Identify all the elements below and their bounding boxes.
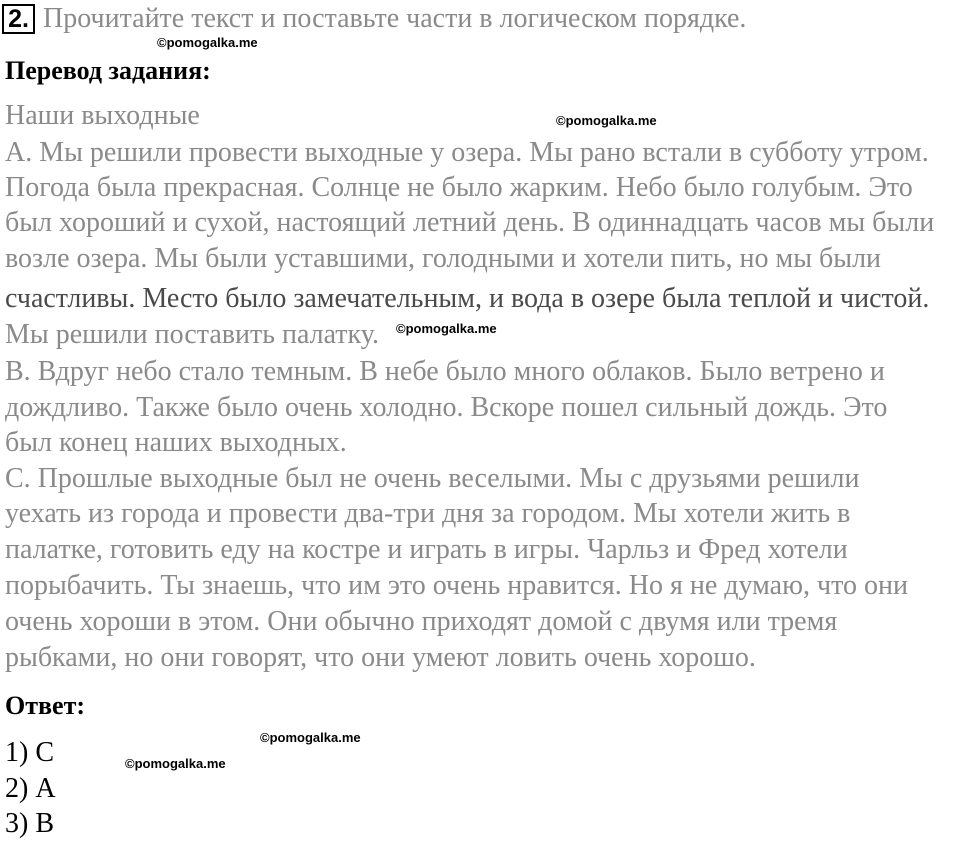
paragraph-b-line: В. Вдруг небо стало темным. В небе было много облаков. Было ветрено и [5,356,885,387]
paragraph-a-line: был хороший и сухой, настоящий летний день. В одиннадцать часов мы были [5,207,935,238]
paragraph-a-line: Мы решили поставить палатку. [5,319,379,350]
paragraph-c-line: уехать из города и провести два-три дня за городом. Мы хотели жить в [5,498,851,529]
answer-item: 3) В [5,808,54,839]
paragraph-c-line: палатке, готовить еду на костре и играть в игры. Чарльз и Фред хотели [5,534,848,565]
watermark: ©pomogalka.me [260,730,361,745]
watermark: ©pomogalka.me [125,756,226,771]
task-instruction: Прочитайте текст и поставьте части в логическом порядке. [43,3,747,34]
answer-item: 1) С [5,737,54,768]
paragraph-b-line: дождливо. Также было очень холодно. Вскоре пошел сильный дождь. Это [5,392,888,423]
answer-heading: Ответ: [5,691,86,720]
watermark: ©pomogalka.me [556,113,657,128]
paragraph-a-line: возле озера. Мы были уставшими, голодными и хотели пить, но мы были [5,243,882,274]
paragraph-a-line: А. Мы решили провести выходные у озера. Мы рано встали в субботу утром. [5,137,929,168]
paragraph-c-line: С. Прошлые выходные был не очень веселыми. Мы с друзьями решили [5,463,860,494]
watermark: ©pomogalka.me [396,321,497,336]
paragraph-a-line: Погода была прекрасная. Солнце не было жарким. Небо было голубым. Это [5,172,913,203]
paragraph-c-line: рыбками, но они говорят, что они умеют ловить очень хорошо. [5,642,756,673]
paragraph-b-line: был конец наших выходных. [5,427,347,458]
text-title: Наши выходные [5,100,200,131]
paragraph-a-line: счастливы. Место было замечательным, и вода в озере была теплой и чистой. [5,283,930,314]
watermark: ©pomogalka.me [157,35,258,50]
answer-item: 2) А [5,773,56,804]
paragraph-c-line: очень хороши в этом. Они обычно приходят домой с двумя или тремя [5,606,838,637]
translation-heading: Перевод задания: [5,56,211,85]
paragraph-c-line: порыбачить. Ты знаешь, что им это очень нравится. Но я не думаю, что они [5,570,908,601]
task-number-box: 2. [2,4,35,34]
